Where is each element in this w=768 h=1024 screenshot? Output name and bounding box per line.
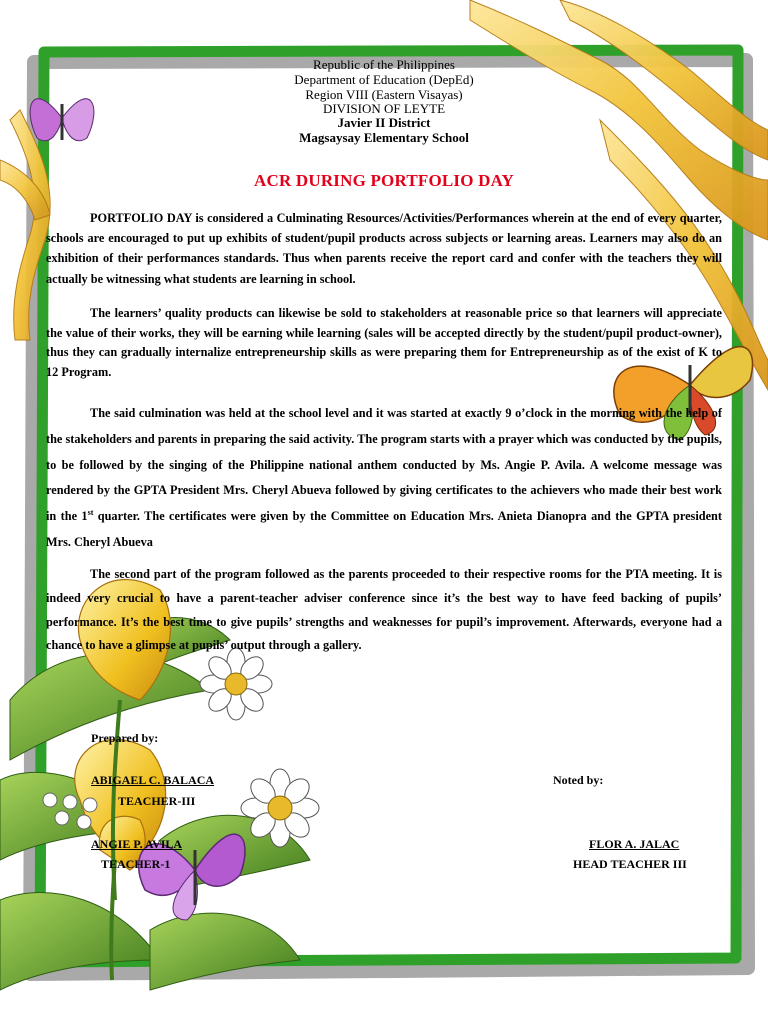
paragraph-4: The second part of the program followed as the parents proceeded to their respective rooms for the PTA meeting. It is indeed very crucial to have a parent-teacher adviser conference since it’s the best way to have feed backing of pupils’ performance. It’s the best time to give pupils’ strengths and weaknesses for pupil’s improvement. Afterwards, everyone had a chance to have a glimpse at pupils’ output through a gallery. xyxy=(46,567,722,653)
noted-by-label: Noted by: xyxy=(553,773,604,787)
paragraph-1: PORTFOLIO DAY is considered a Culminating Resources/Activities/Performances wherein at the end of every quarter, schools are encouraged to put up exhibits of student/pupil products across subjects or learning areas. Learners may also do an exhibition of their performances standards. Thus when parents receive the report card and confer with the teachers they will actually be witnessing what students are learning in school. xyxy=(46,211,722,286)
paragraph-3: The said culmination was held at the school level and it was started at exactly 9 o’clock in the morning with the help of the stakeholders and parents in preparing the said activity. The program starts with a prayer which was conducted by the pupils, to be followed by the singing of the Philippine national anthem conducted by Ms. Angie P. Avila. A welcome message was rendered by the GPTA President Mrs. Cheryl Abueva followed by giving certificates to the achievers who made their best work in the 1st quarter. The certificates were given by the Committee on Education Mrs. Anieta Dianopra and the GPTA president Mrs. Cheryl Abueva xyxy=(46,406,722,549)
prepared-1-name: ABIGAEL C. BALACA xyxy=(91,773,215,787)
prepared-1-title: TEACHER-III xyxy=(118,794,196,808)
header-department: Department of Education (DepEd) xyxy=(294,72,474,87)
paragraph-2: The learners’ quality products can likewise be sold to stakeholders at reasonable price so that learners will appreciate the value of their works, they will be earning while learning (sales will be accepted directly by the student/pupil product-owner), thus they can gradually internalize entrepreneurship skills as were preparing them for Entrepreneurship as of the exist of K to 12 Program. xyxy=(46,306,722,379)
header-republic: Republic of the Philippines xyxy=(313,57,455,72)
header-district: Javier II District xyxy=(337,115,431,130)
prepared-2-name: ANGIE P. AVILA xyxy=(91,837,183,851)
header-division: DIVISION OF LEYTE xyxy=(322,101,446,116)
header-region: Region VIII (Eastern Visayas) xyxy=(305,87,463,102)
prepared-by-label: Prepared by: xyxy=(91,731,159,745)
noted-name: FLOR A. JALAC xyxy=(589,837,680,851)
page-title: ACR DURING PORTFOLIO DAY xyxy=(253,171,514,190)
header-school: Magsaysay Elementary School xyxy=(299,130,469,145)
prepared-2-title: TEACHER-1 xyxy=(101,857,171,871)
noted-title: HEAD TEACHER III xyxy=(573,857,687,871)
